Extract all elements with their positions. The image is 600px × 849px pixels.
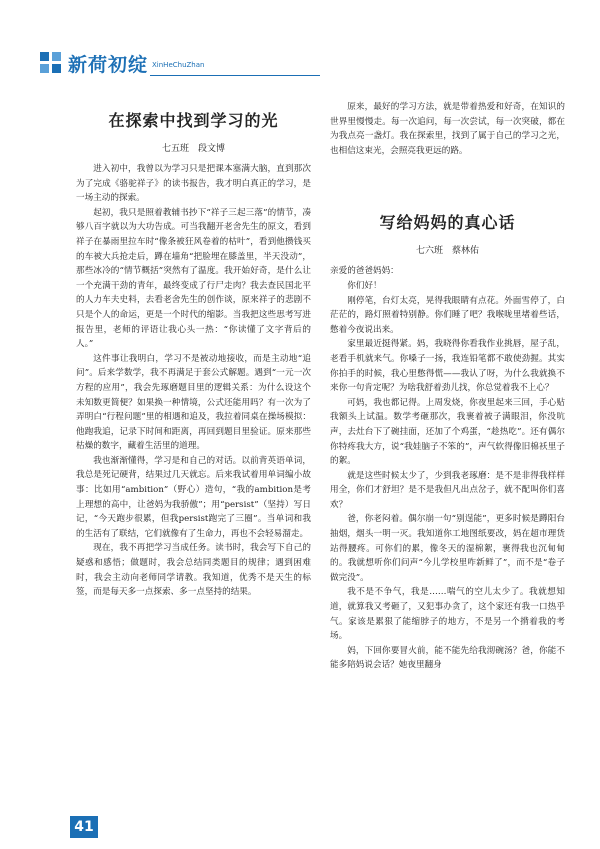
letter-salutation: 亲爱的爸爸妈妈： <box>330 266 399 277</box>
article-2-paragraph: 就是这些时候太少了，少到我老琢磨：是不是非得我样样用全，你们才舒坦？是不是我但凡出点岔子，就不配叫你们喜欢？ <box>330 470 565 510</box>
article-1-byline: 七五班 段文博 <box>161 144 225 154</box>
article-1-paragraph: 这件事让我明白，学习不是被动地接收，而是主动地“追问”。后来学数学，我不再满足于套公式解题。遇到“一元一次方程的应用”，我会先琢磨题目里的逻辑关系：为什么设这个未知数更简便？如果换一种情境，公式还能用吗？有一次为了弄明白“行程问题”里的相遇和追及，我拉着同桌在操场模拟：他跑我追，记录下时间和距离，再回到题目里验证。原来那些枯燥的数字，藏着生活里的道理。 <box>76 353 311 452</box>
article-1-paragraph: 我也渐渐懂得，学习是和自己的对话。以前背英语单词，我总是死记硬背，结果过几天就忘。后来我试着用单词编小故事：比如用“ambition”（野心）造句，“我的ambition是考上理想的高中，让爸妈为我骄傲”；用“persist”（坚持）写日记，“今天跑步很累，但我persist跑完了三圈”。当单词和我的生活有了联结，它们就像有了生命力，再也不会轻易溜走。 <box>76 455 311 539</box>
page-number: 41 <box>70 816 98 838</box>
article-2-byline: 七六班 蔡林佑 <box>415 246 479 257</box>
logo-squares-icon <box>40 52 62 74</box>
article-2-paragraph: 家里最近挺得紧。妈，我晓得你看我作业挑唇，屋子乱，老看手机就来气。你嗓子一扬，我连铅笔都不敢使劲握。其实你拍手的时候，我心里憋得慌——我认了呀，为什么我就换不来你一句肯定呢？为啥我舒着劲儿找，你总觉着我不上心？ <box>330 339 565 394</box>
article-1-paragraph: 进入初中，我曾以为学习只是把课本塞满大脑，直到那次为了完成《骆驼祥子》的读书报告，我才明白真正的学习，是一场主动的探索。 <box>76 164 311 204</box>
right-column <box>330 100 565 673</box>
article-1-title: 在探索中找到学习的光 <box>108 111 279 130</box>
article-2-paragraph: 我不是不争气，我是……喘气的空儿太少了。我就想知道，就算我又考砸了，又犯事办贪了，这个家还有我一口热乎气。家该是累狠了能缩脖子的地方，不是另一个揹着我的考场。 <box>330 587 565 642</box>
article-2-paragraph: 爸，你老闷着。偶尔崩一句“别逞能”，更多时候是蹲阳台抽烟，烟头一明一灭。我知道你工地图纸要改，妈在超市理货站得腰疼。可你们的累，像冬天的湿棉絮，裹得我也沉甸甸的。我就想听你们问声“今儿学校里咋新鲜了”，而不是“卷子做完没”。 <box>330 514 565 583</box>
section-header <box>40 48 340 78</box>
article-1-paragraph: 现在，我不再把学习当成任务。读书时，我会写下自己的疑惑和感悟；做题时，我会总结同类题目的规律；遇到困难时，我会主动向老师同学请教。我知道，优秀不是天生的标签，而是每天多一点探索、多一点坚持的结果。 <box>76 543 311 598</box>
article-2-paragraph: 刚停笔，台灯太亮，晃得我眼睛有点花。外面雪停了，白茫茫的，路灯照着特别静。你们睡了吧？我喉咙里堵着些话，憋着今夜说出来。 <box>330 295 565 335</box>
header-rule <box>150 75 320 76</box>
left-column <box>76 100 311 600</box>
article-2-paragraph: 妈，下回你要冒火前，能不能先给我沏碗汤？爸，你能不能多陪妈说会话？她夜里翻身 <box>330 645 565 671</box>
letter-greeting: 你们好！ <box>347 280 382 291</box>
article-1-closing-paragraph: 原来，最好的学习方法，就是带着热爱和好奇，在知识的世界里慢慢走。每一次追问，每一次尝试，每一次突破，都在为我点亮一盏灯。我在探索里，找到了属于自己的学习之光，也相信这束光，会照亮我更远的路。 <box>330 102 565 156</box>
section-subtitle: XinHeChuZhan <box>152 61 205 69</box>
section-title: 新荷初绽 <box>68 54 149 76</box>
article-2-title: 写给妈妈的真心话 <box>379 213 516 233</box>
article-2-paragraph: 可妈，我也都记得。上周发烧，你夜里起来三回，手心贴我额头上试温。数学考砸那次，我裹着被子满眼泪，你没吭声，去灶台下了碗挂面，还加了个鸡蛋，“趁热吃”。还有偶尔你特疼我大方，说“我娃脑子不笨的”，声气软得像旧棉袄里子的絮。 <box>330 397 565 467</box>
article-1-paragraph: 起初，我只是照着教辅书抄下“祥子三起三落”的情节，凑够八百字就以为大功告成。可当我翻开老舍先生的原文，看到祥子在暴雨里拉车时“像条被狂风卷着的枯叶”，看到他攒钱买的车被大兵抢走后，蹲在墙角“把脸埋在膝盖里，半天没动”，那些冰冷的“情节概括”突然有了温度。我开始好奇，是什么让一个充满干劲的青年，最终变成了行尸走肉？我去查民国北平的人力车夫史料，去看老舍先生的创作谈，原来祥子的悲剧不只是个人的命运，更是一个时代的缩影。当我把这些思考写进报告里，老师的评语让我心头一热：“你读懂了文字背后的人。” <box>76 207 311 350</box>
